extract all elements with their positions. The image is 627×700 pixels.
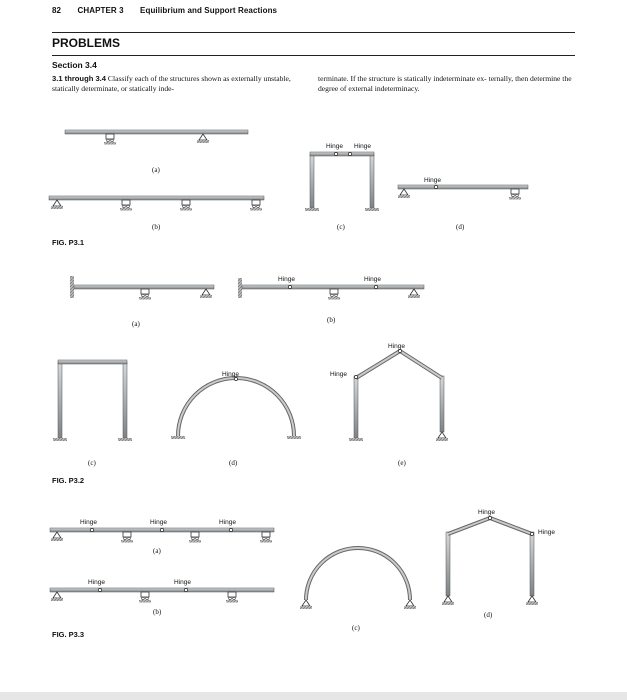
- fig32d-arch: [171, 377, 301, 439]
- fig32e-caption: (e): [398, 459, 406, 467]
- fig32c-caption: (c): [88, 459, 96, 467]
- fig33c-arch: [300, 548, 416, 609]
- fig33b-caption: (b): [153, 608, 162, 616]
- fig32d-hinge-label: Hinge: [222, 371, 239, 378]
- problem-text-right: terminate. If the structure is statically indeterminate ex- ternally, then determine the degree of external indeterminacy.: [318, 74, 572, 93]
- fig33a-hinge-label-1: Hinge: [80, 519, 97, 526]
- fig33d-hinge-label-right: Hinge: [538, 529, 555, 536]
- fig-p32-label: FIG. P3.2: [52, 476, 85, 485]
- fig-p33-label: FIG. P3.3: [52, 630, 85, 639]
- fig33d-caption: (d): [484, 611, 493, 619]
- fig31b-caption: (b): [152, 223, 161, 231]
- fig31c-hinge-label-1: Hinge: [326, 143, 343, 150]
- fig32d-caption: (d): [229, 459, 238, 467]
- fig32b-hinge-label-2: Hinge: [364, 276, 381, 283]
- fig32b-hinge-label-1: Hinge: [278, 276, 295, 283]
- chapter-label: CHAPTER 3: [77, 6, 124, 15]
- fig-p31-label: FIG. P3.1: [52, 238, 85, 247]
- fig31d-beam: [398, 185, 528, 200]
- fig33d-hinge-label-top: Hinge: [478, 509, 495, 516]
- section-title: PROBLEMS: [52, 36, 121, 50]
- fig31c-frame: [305, 152, 379, 211]
- fig33b-hinge-label-2: Hinge: [174, 579, 191, 586]
- fig31a-beam: [65, 130, 248, 145]
- fig32e-hinge-label-top: Hinge: [388, 343, 405, 350]
- fig32a-caption: (a): [132, 320, 140, 328]
- section-heading: Section 3.4: [52, 60, 97, 70]
- fig32e-hinge-label-left: Hinge: [330, 371, 347, 378]
- fig33a-hinge-label-3: Hinge: [219, 519, 236, 526]
- page-number: 82: [52, 6, 62, 15]
- fig33a-hinge-label-2: Hinge: [150, 519, 167, 526]
- fig33b-beam: [50, 588, 274, 603]
- fig32c-frame: [53, 360, 132, 441]
- viewer-bottom-bar: [0, 692, 627, 700]
- fig33a-beam: [50, 528, 274, 543]
- fig32b-beam: [238, 278, 424, 300]
- fig33b-hinge-label-1: Hinge: [88, 579, 105, 586]
- fig33d-frame: [442, 516, 538, 605]
- chapter-title: Equilibrium and Support Reactions: [140, 6, 278, 15]
- fig31d-hinge-label: Hinge: [424, 177, 441, 184]
- fig31d-caption: (d): [456, 223, 465, 231]
- fig32a-beam: [70, 276, 214, 300]
- fig31c-hinge-label-2: Hinge: [354, 143, 371, 150]
- fig33a-caption: (a): [153, 547, 161, 555]
- fig31c-caption: (c): [337, 223, 345, 231]
- problem-statement-left: Classify each of the structures shown as externally unstable, statically determinate, or statically inde-: [52, 74, 291, 93]
- fig32e-frame: [349, 349, 448, 441]
- fig31a-caption: (a): [152, 166, 160, 174]
- fig33c-caption: (c): [352, 624, 360, 632]
- fig32b-caption: (b): [327, 316, 336, 324]
- fig31b-beam: [49, 196, 264, 211]
- problem-number: 3.1 through 3.4: [52, 74, 107, 83]
